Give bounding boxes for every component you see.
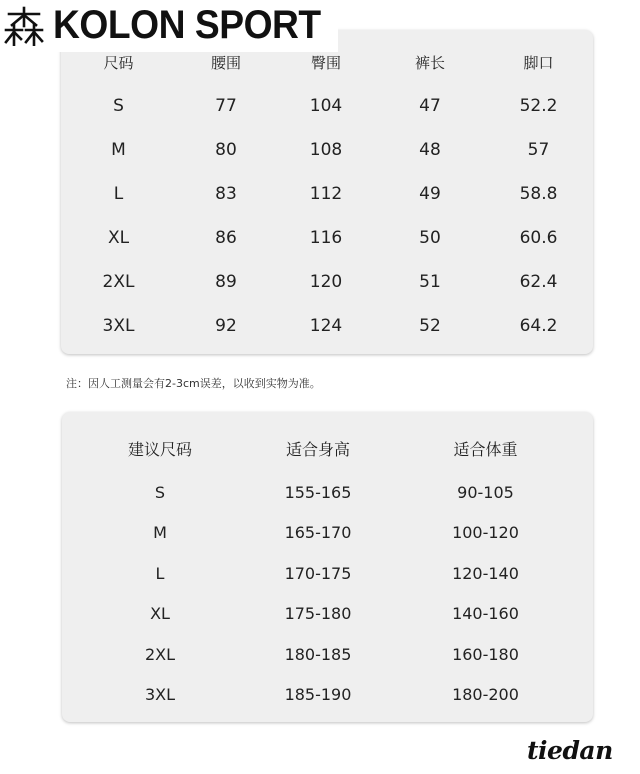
cell-weight: 180-200 <box>452 685 519 705</box>
cell-hem: 58.8 <box>519 184 558 204</box>
header-size: 尺码 <box>103 53 134 72</box>
measurement-note: 注：因人工测量会有2-3cm误差，以收到实物为准。 <box>66 377 321 390</box>
cell-size: 2XL <box>102 272 135 292</box>
table-row <box>61 84 593 128</box>
cell-waist: 89 <box>215 272 237 292</box>
table-header-row <box>62 424 593 472</box>
cell-hip: 112 <box>309 184 343 204</box>
cell-waist: 83 <box>215 184 237 204</box>
cell-weight: 160-180 <box>452 644 519 664</box>
cell-waist: 92 <box>215 316 237 336</box>
cell-height: 165-170 <box>284 523 352 543</box>
cell-waist: 80 <box>215 140 237 160</box>
table-row <box>61 260 593 304</box>
cell-waist: 86 <box>215 228 237 248</box>
recommend-size-panel <box>62 412 593 722</box>
cell-hip: 104 <box>309 96 343 116</box>
cell-size: S <box>154 482 166 502</box>
cell-size: M <box>153 523 167 543</box>
table-row <box>62 594 593 635</box>
table-row <box>61 172 593 216</box>
header-hem: 脚口 <box>523 53 554 72</box>
table-row <box>61 304 593 348</box>
table-row <box>62 472 593 513</box>
header-height: 适合身高 <box>285 439 350 459</box>
cell-size: 3XL <box>102 316 135 336</box>
cell-length: 52 <box>419 316 441 336</box>
garment-size-table <box>61 40 593 348</box>
header-hip: 臀围 <box>310 53 341 72</box>
table-row <box>62 513 593 554</box>
cell-waist: 77 <box>215 96 237 116</box>
table-row <box>62 634 593 675</box>
recommend-size-table <box>62 424 593 715</box>
cell-length: 51 <box>419 272 441 292</box>
cell-hem: 57 <box>527 140 550 160</box>
table-row <box>61 128 593 172</box>
cell-hip: 124 <box>309 316 343 336</box>
cell-size: XL <box>107 228 130 248</box>
cell-size: 2XL <box>144 644 176 664</box>
cell-size: L <box>155 563 165 583</box>
cell-height: 180-185 <box>284 644 352 664</box>
cell-weight: 100-120 <box>452 523 519 543</box>
cell-length: 50 <box>419 228 441 248</box>
header-length: 裤长 <box>414 53 445 72</box>
brand-name: KOLON SPORT <box>53 3 321 47</box>
cell-hem: 60.6 <box>519 228 558 248</box>
cell-size: 3XL <box>144 685 176 705</box>
cell-height: 175-180 <box>284 604 352 624</box>
cell-length: 48 <box>419 140 441 160</box>
cell-height: 170-175 <box>284 563 352 583</box>
cell-hip: 120 <box>309 272 343 292</box>
cell-size: M <box>111 140 126 160</box>
cell-hem: 64.2 <box>519 316 558 336</box>
table-row <box>61 216 593 260</box>
cell-size: XL <box>150 604 170 624</box>
cell-size: L <box>113 184 124 204</box>
cell-hem: 62.4 <box>519 272 558 292</box>
cell-hip: 116 <box>309 228 343 248</box>
header-waist: 腰围 <box>210 53 241 72</box>
cell-size: S <box>113 96 124 116</box>
brand-header <box>0 0 338 52</box>
table-row <box>62 675 593 716</box>
watermark-text: tiedan <box>527 736 613 765</box>
cell-hip: 108 <box>309 140 343 160</box>
cell-height: 185-190 <box>284 685 352 705</box>
cell-weight: 90-105 <box>457 482 514 502</box>
header-weight: 适合体重 <box>453 439 518 459</box>
cell-weight: 140-160 <box>452 604 519 624</box>
header-recommended-size: 建议尺码 <box>127 439 192 459</box>
cell-weight: 120-140 <box>452 563 519 583</box>
garment-size-panel <box>61 30 593 354</box>
table-row <box>62 553 593 594</box>
cell-height: 155-165 <box>284 482 352 502</box>
cell-hem: 52.2 <box>519 96 558 116</box>
cell-length: 49 <box>419 184 441 204</box>
kolon-tree-logo-icon <box>4 6 44 46</box>
cell-length: 47 <box>419 96 441 116</box>
